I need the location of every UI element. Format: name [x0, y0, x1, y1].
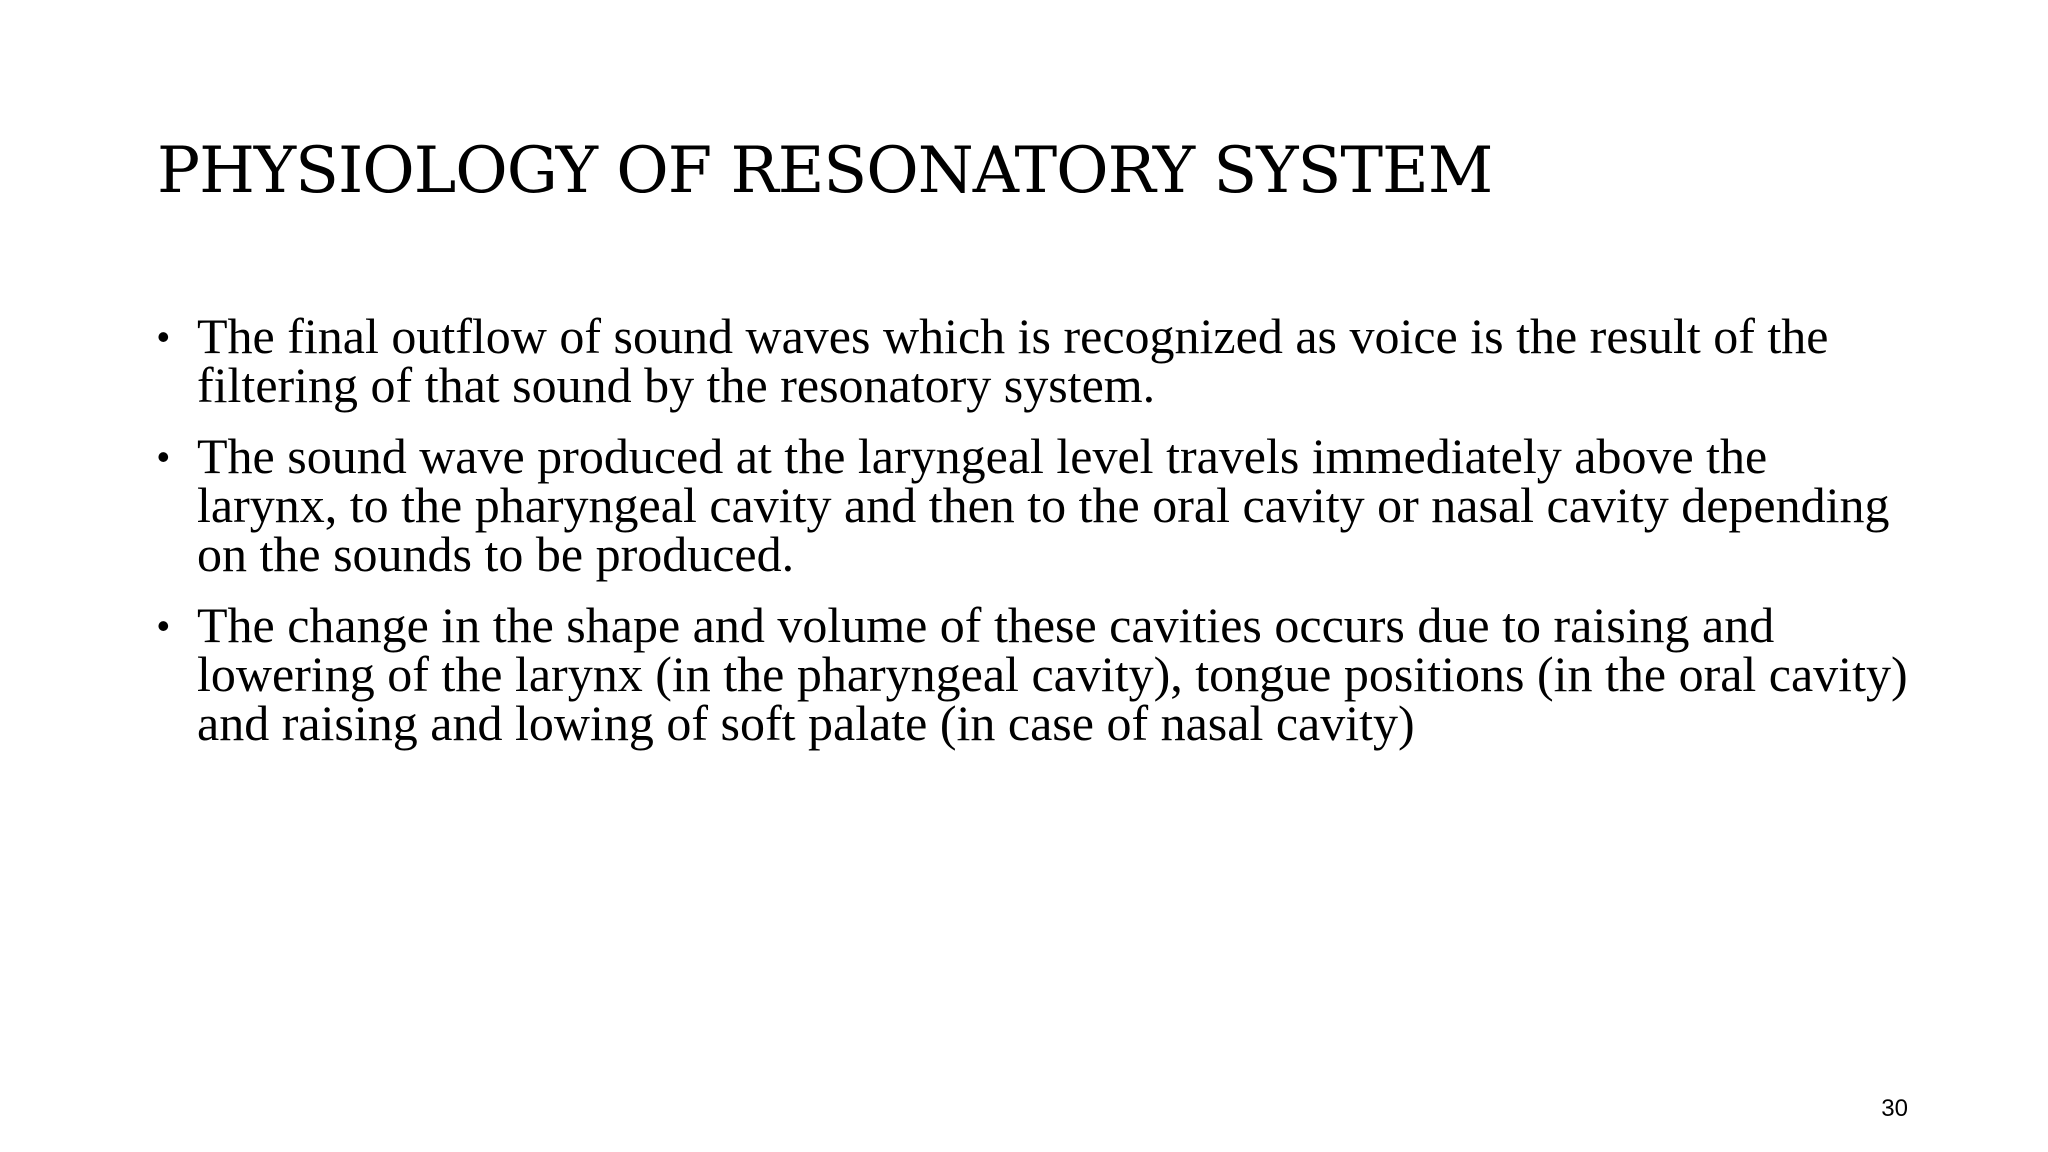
bullet-item-3	[157, 597, 1917, 751]
page-number: 30	[1881, 1095, 1908, 1122]
bullet-item-2	[157, 428, 1917, 582]
bullet-text: The change in the shape and volume of these cavities occurs due to raising and lowering of the larynx (in the pharyngeal cavity), tongue positions (in the oral cavity) and raising and lowing of soft palate (in case of nasal cavity)	[197, 597, 1908, 751]
bullet-text: The sound wave produced at the laryngeal level travels immediately above the larynx, to the pharyngeal cavity and then to the oral cavity or nasal cavity depending on the sounds to be produced.	[197, 428, 1890, 582]
bullet-list	[157, 308, 1917, 751]
bullet-icon: •	[157, 436, 170, 477]
bullet-text: The final outflow of sound waves which is recognized as voice is the result of the filtering of that sound by the resonatory system.	[197, 308, 1829, 413]
slide-title: PHYSIOLOGY OF RESONATORY SYSTEM	[157, 134, 1493, 208]
bullet-item-1	[157, 308, 1917, 413]
bullet-icon: •	[157, 605, 170, 646]
bullet-icon: •	[157, 316, 170, 357]
